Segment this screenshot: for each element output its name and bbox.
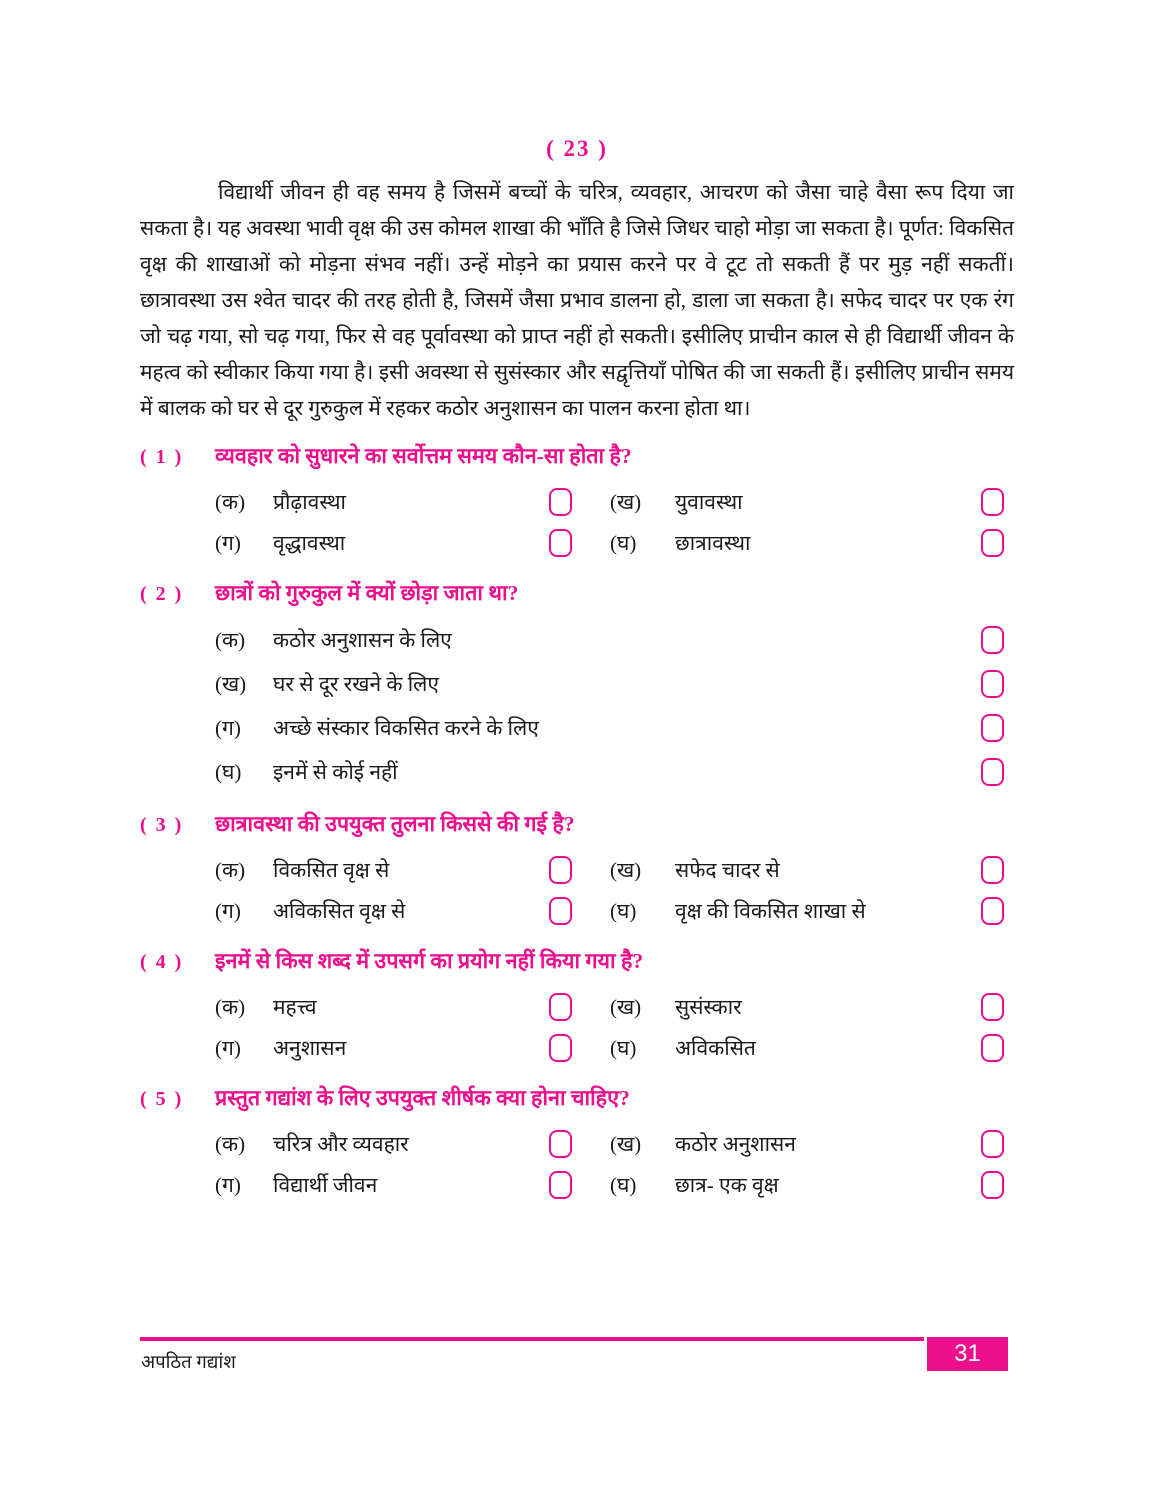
answer-checkbox[interactable] bbox=[549, 993, 572, 1021]
option-label: (घ) bbox=[610, 1172, 637, 1197]
question-5-options bbox=[215, 1123, 1004, 1205]
option-text: युवावस्था bbox=[675, 489, 743, 514]
option-text: वृक्ष की विकसित शाखा से bbox=[675, 898, 866, 923]
option-text: छात्र- एक वृक्ष bbox=[675, 1172, 779, 1197]
page-content bbox=[140, 136, 1014, 1205]
option-label: (घ) bbox=[610, 1035, 637, 1060]
question-text: प्रस्तुत गद्यांश के लिए उपयुक्त शीर्षक क्या होना चाहिए? bbox=[215, 1086, 630, 1110]
answer-checkbox[interactable] bbox=[981, 529, 1004, 557]
question-3-heading bbox=[140, 807, 1014, 842]
option-text: विद्यार्थी जीवन bbox=[273, 1172, 378, 1197]
question-text: छात्रों को गुरुकुल में क्यों छोड़ा जाता था? bbox=[215, 581, 519, 605]
spacer bbox=[572, 1006, 610, 1007]
question-2 bbox=[140, 576, 1014, 794]
question-text: छात्रावस्था की उपयुक्त तुलना किससे की गई है? bbox=[215, 812, 575, 836]
answer-checkbox[interactable] bbox=[981, 1130, 1004, 1158]
answer-checkbox[interactable] bbox=[981, 714, 1004, 742]
passage-text: विद्यार्थी जीवन ही वह समय है जिसमें बच्चों के चरित्र, व्यवहार, आचरण को जैसा चाहे वैसा रूप दिया जा सकता है। यह अवस्था भावी वृक्ष की उस कोमल शाखा की भाँति है जिसे जिधर चाहो मोड़ा जा सकता है। पूर्णत: विकसित वृक्ष की शाखाओं को मोड़ना संभव नहीं। उन्हें मोड़ने का प्रयास करने पर वे टूट तो सकती हैं पर मुड़ नहीं सकतीं। छात्रावस्था उस श्वेत चादर की तरह होती है, जिसमें जैसा प्रभाव डालना हो, डाला जा सकता है। सफेद चादर पर एक रंग जो चढ़ गया, सो चढ़ गया, फिर से वह पूर्वावस्था को प्राप्त नहीं हो सकती। इसीलिए प्राचीन काल से ही विद्यार्थी जीवन के महत्व को स्वीकार किया गया है। इसी अवस्था से सुसंस्कार और सद्वृत्तियाँ पोषित की जा सकती हैं। इसीलिए प्राचीन समय में बालक को घर से दूर गुरुकुल में रहकर कठोर अनुशासन का पालन करना होता था। bbox=[140, 180, 1014, 420]
question-2-heading bbox=[140, 576, 1014, 611]
answer-checkbox[interactable] bbox=[981, 488, 1004, 516]
question-1-heading bbox=[140, 439, 1014, 474]
option-text: छात्रावस्था bbox=[675, 530, 751, 555]
spacer bbox=[572, 542, 610, 543]
question-number: ( 5 ) bbox=[140, 1088, 184, 1110]
option-text: अविकसित bbox=[675, 1035, 756, 1060]
option-label: (क) bbox=[215, 1131, 246, 1156]
option-label: (क) bbox=[215, 628, 246, 652]
option-label: (घ) bbox=[215, 760, 242, 784]
option-label: (ख) bbox=[215, 672, 247, 696]
answer-checkbox[interactable] bbox=[981, 993, 1004, 1021]
question-4 bbox=[140, 944, 1014, 1068]
question-5 bbox=[140, 1081, 1014, 1205]
question-1 bbox=[140, 439, 1014, 563]
option-text: सुसंस्कार bbox=[675, 994, 742, 1019]
answer-checkbox[interactable] bbox=[549, 897, 572, 925]
question-4-options bbox=[215, 986, 1004, 1068]
option-label: (ख) bbox=[610, 1131, 642, 1156]
option-label: (ख) bbox=[610, 857, 642, 882]
question-5-heading bbox=[140, 1081, 1014, 1116]
answer-checkbox[interactable] bbox=[981, 856, 1004, 884]
spacer bbox=[572, 910, 610, 911]
answer-checkbox[interactable] bbox=[981, 897, 1004, 925]
option-text: घर से दूर रखने के लिए bbox=[273, 672, 440, 696]
option-text: प्रौढ़ावस्था bbox=[273, 489, 346, 514]
footer-section-label: अपठित गद्यांश bbox=[141, 1353, 236, 1373]
page-number-badge: 31 bbox=[927, 1337, 1008, 1371]
answer-checkbox[interactable] bbox=[549, 1171, 572, 1199]
option-label: (ग) bbox=[215, 530, 241, 555]
option-text: वृद्धावस्था bbox=[273, 530, 346, 555]
answer-checkbox[interactable] bbox=[981, 758, 1004, 786]
option-label: (ग) bbox=[215, 898, 241, 923]
option-text: अनुशासन bbox=[273, 1035, 347, 1060]
option-label: (ख) bbox=[610, 489, 642, 514]
option-label: (ग) bbox=[215, 1172, 241, 1197]
option-label: (ख) bbox=[610, 994, 642, 1019]
option-text: अच्छे संस्कार विकसित करने के लिए bbox=[273, 716, 539, 740]
question-2-options bbox=[215, 618, 1004, 794]
answer-checkbox[interactable] bbox=[981, 1034, 1004, 1062]
option-label: (घ) bbox=[610, 530, 637, 555]
answer-checkbox[interactable] bbox=[549, 529, 572, 557]
question-3 bbox=[140, 807, 1014, 931]
option-text: कठोर अनुशासन के लिए bbox=[273, 628, 452, 652]
option-label: (ग) bbox=[215, 716, 241, 740]
option-text: चरित्र और व्यवहार bbox=[273, 1131, 409, 1156]
answer-checkbox[interactable] bbox=[549, 856, 572, 884]
spacer bbox=[572, 1184, 610, 1185]
question-3-options bbox=[215, 849, 1004, 931]
option-text: विकसित वृक्ष से bbox=[273, 857, 390, 882]
option-label: (क) bbox=[215, 489, 246, 514]
question-4-heading bbox=[140, 944, 1014, 979]
spacer bbox=[572, 501, 610, 502]
page-top-number: ( 23 ) bbox=[546, 136, 608, 161]
answer-checkbox[interactable] bbox=[981, 626, 1004, 654]
option-label: (क) bbox=[215, 994, 246, 1019]
option-text: इनमें से कोई नहीं bbox=[273, 760, 398, 784]
answer-checkbox[interactable] bbox=[549, 1034, 572, 1062]
option-label: (क) bbox=[215, 857, 246, 882]
question-number: ( 4 ) bbox=[140, 951, 184, 973]
option-text: कठोर अनुशासन bbox=[675, 1131, 796, 1156]
question-1-options bbox=[215, 481, 1004, 563]
footer-rule bbox=[140, 1337, 924, 1341]
option-label: (ग) bbox=[215, 1035, 241, 1060]
question-number: ( 3 ) bbox=[140, 814, 184, 836]
option-label: (घ) bbox=[610, 898, 637, 923]
option-text: अविकसित वृक्ष से bbox=[273, 898, 406, 923]
spacer bbox=[572, 1143, 610, 1144]
option-text: सफेद चादर से bbox=[675, 857, 780, 882]
question-number: ( 2 ) bbox=[140, 583, 184, 605]
question-number: ( 1 ) bbox=[140, 446, 184, 468]
answer-checkbox[interactable] bbox=[549, 488, 572, 516]
option-text: महत्त्व bbox=[273, 994, 317, 1019]
answer-checkbox[interactable] bbox=[981, 670, 1004, 698]
spacer bbox=[572, 869, 610, 870]
answer-checkbox[interactable] bbox=[981, 1171, 1004, 1199]
spacer bbox=[572, 1047, 610, 1048]
question-text: व्यवहार को सुधारने का सर्वोत्तम समय कौन-सा होता है? bbox=[215, 444, 632, 468]
question-text: इनमें से किस शब्द में उपसर्ग का प्रयोग नहीं किया गया है? bbox=[215, 949, 644, 973]
answer-checkbox[interactable] bbox=[549, 1130, 572, 1158]
